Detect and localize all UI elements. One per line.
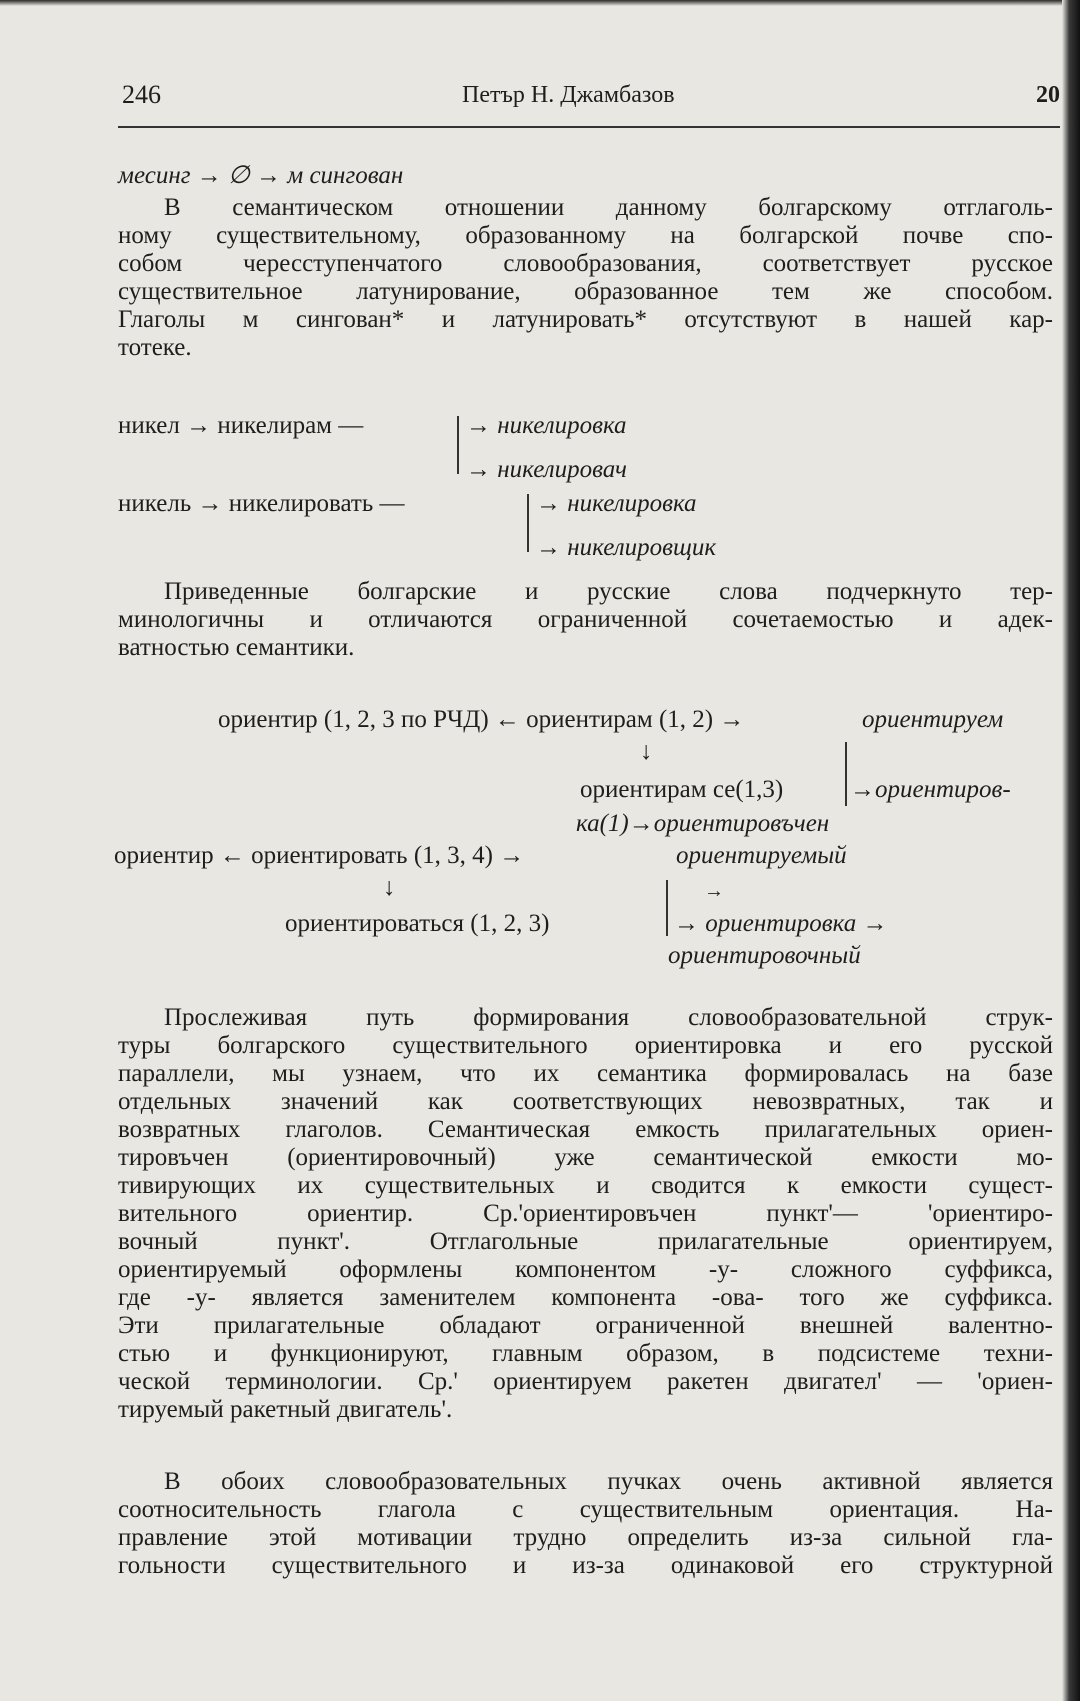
scheme1-bracket-bg xyxy=(457,416,459,474)
paragraph-4 xyxy=(118,1468,1053,1580)
page-number: 246 xyxy=(122,80,161,109)
text-line: стью и функционируют, главным образом, в подсистеме техни- xyxy=(118,1340,1053,1367)
text-line: В семантическом отношении данному болгарскому отглаголь- xyxy=(164,194,1053,221)
text-line: собом чересступенчатого словообразования, соответствует русское xyxy=(118,250,1053,277)
scheme2-line-3: ка(1)→ориентировъчен xyxy=(576,810,830,837)
scheme1-bg-derivative-b: → никелировач xyxy=(466,456,627,483)
text-line: Глаголы м сингован* и латунировать* отсутствуют в нашей кар- xyxy=(118,306,1053,333)
running-header xyxy=(122,80,1060,120)
text-line: тивирующих их существительных и сводится к емкости сущест- xyxy=(118,1172,1053,1199)
scheme2-arrow-down-2: ↓ xyxy=(383,874,396,901)
text-line: соотносительность глагола с существительным ориентация. На- xyxy=(118,1496,1053,1523)
text-line: ориентируемый оформлены компонентом -у- сложного суффикса, xyxy=(118,1256,1053,1283)
text-line: тотеке. xyxy=(118,334,192,361)
paragraph-1 xyxy=(118,194,1053,362)
scheme2-line-1: ориентир (1, 2, 3 по РЧД) ← ориентирам (1, 2) → xyxy=(218,706,745,733)
scheme1-russian-row: никель → никелировать — xyxy=(118,490,405,517)
scheme2-arrow-down-1: ↓ xyxy=(640,738,653,765)
facing-page-number: 20 xyxy=(1036,82,1060,108)
text-line: возвратных глаголов. Семантическая емкость прилагательных ориен- xyxy=(118,1116,1053,1143)
scheme2-line-5: ориентироваться (1, 2, 3) xyxy=(285,910,550,937)
scheme2-arrow-right-small: → xyxy=(704,880,724,902)
paragraph-2 xyxy=(118,578,1053,662)
scheme2-line-1-result: ориентируем xyxy=(862,706,1004,733)
text-line: тировъчен (ориентировочный) уже семантической емкости мо- xyxy=(118,1144,1053,1171)
text-line: вительного ориентир. Ср.'ориентировъчен пункт'— 'ориентиро- xyxy=(118,1200,1053,1227)
scheme2-line-6: ориентировочный xyxy=(668,942,861,969)
text-line: Эти прилагательные обладают ограниченной внешней валентно- xyxy=(118,1312,1053,1339)
scheme1-ru-derivative-a: → никелировка xyxy=(536,490,697,517)
header-rule xyxy=(118,126,1060,128)
formula-line: месинг → ∅ → м сингован xyxy=(118,162,404,189)
page-binding-shadow xyxy=(1062,0,1080,1701)
scheme2-bracket-2 xyxy=(666,880,668,936)
text-line: ному существительному, образованному на болгарской почве спо- xyxy=(118,222,1053,249)
scheme1-ru-derivative-b: → никелировщик xyxy=(536,534,717,561)
text-line: ческой терминологии. Ср.' ориентируем ракетен двигател' — 'ориен- xyxy=(118,1368,1053,1395)
paragraph-3 xyxy=(118,1004,1053,1424)
scheme2-line-2: ориентирам се(1,3) xyxy=(580,776,784,803)
running-header-author: Петър Н. Джамбазов xyxy=(462,82,675,108)
scheme2-line-4: ориентир ← ориентировать (1, 3, 4) → xyxy=(114,842,525,869)
scheme1-bracket-ru xyxy=(527,494,529,552)
text-line: гольности существительного и из-за одинаковой его структурной xyxy=(118,1552,1053,1579)
text-line: туры болгарского существительного ориентировка и его русской xyxy=(118,1032,1053,1059)
text-line: где -у- является заменителем компонента -ова- того же суффикса. xyxy=(118,1284,1053,1311)
text-line: параллели, мы узнаем, что их семантика формировалась на базе xyxy=(118,1060,1053,1087)
scheme2-line-4-result: ориентируемый xyxy=(676,842,847,869)
scheme2-line-2-result: →ориентиров- xyxy=(850,776,1011,803)
text-line: правление этой мотивации трудно определить из-за сильной гла- xyxy=(118,1524,1053,1551)
text-line: минологичны и отличаются ограниченной сочетаемостью и адек- xyxy=(118,606,1053,633)
text-line: В обоих словообразовательных пучках очень активной является xyxy=(164,1468,1053,1495)
scheme1-bg-derivative-a: → никелировка xyxy=(466,412,627,439)
scheme2-bracket-1 xyxy=(845,742,847,806)
page-top-shadow xyxy=(0,0,1080,6)
scheme1-bulgarian-row: никел → никелирам — xyxy=(118,412,364,439)
text-line: Прослеживая путь формирования словообразовательной струк- xyxy=(164,1004,1053,1031)
text-line: Приведенные болгарские и русские слова подчеркнуто тер- xyxy=(164,578,1053,605)
text-line: вочный пункт'. Отглагольные прилагательные ориентируем, xyxy=(118,1228,1053,1255)
text-line: ватностью семантики. xyxy=(118,634,355,661)
text-line: существительное латунирование, образованное тем же способом. xyxy=(118,278,1053,305)
text-line: тируемый ракетный двигатель'. xyxy=(118,1396,453,1423)
scheme2-line-5-result: → ориентировка → xyxy=(674,910,888,937)
text-line: отдельных значений как соответствующих невозвратных, так и xyxy=(118,1088,1053,1115)
